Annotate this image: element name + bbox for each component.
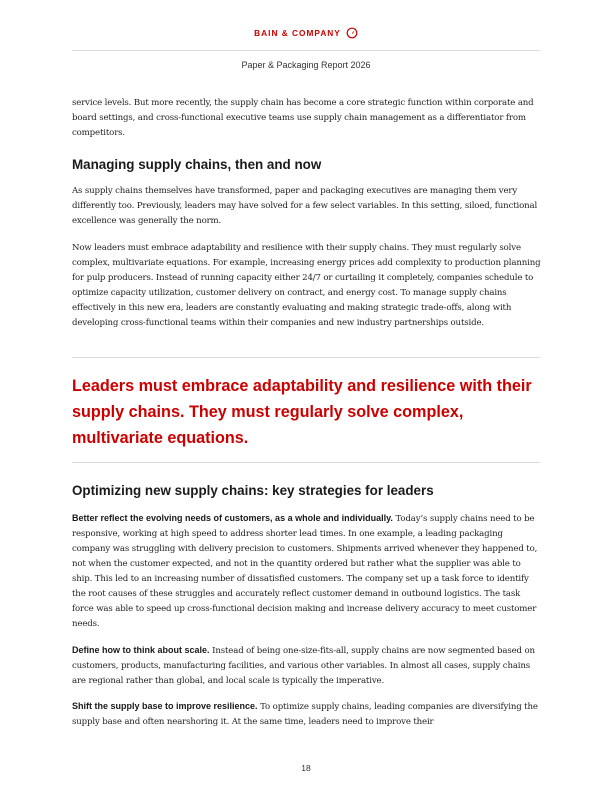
intro-paragraph: service levels. But more recently, the supply chain has become a core strategic function within corporate and board settings, and cross-functional executive teams use supply chain management as a differentiator from competitors. bbox=[72, 98, 534, 138]
pull-quote: Leaders must embrace adaptability and resilience with their supply chains. They must regularly solve complex, multivariate equations. bbox=[72, 377, 532, 447]
strategy-paragraph-scale bbox=[72, 643, 542, 689]
strategy-lead-supply-base: Shift the supply base to improve resilience. bbox=[72, 701, 258, 711]
strategy-text-customers: Today’s supply chains need to be responsive, working at high speed to address shorter lead times. In one example, a leading packaging company was struggling with delivery precision to customers. Shipments arrived whenever they happened to, not when the customer expected, and not in the quantity ordered but rather what the supplier was able to ship. This led to an increasing number of dissatisfied customers. The company set up a task force to identify the root causes of these struggles and accurately reflect customer demand in outbound logistics. The task force was able to speed up cross-functional decision making and increase delivery accuracy to meet customer needs. bbox=[72, 514, 538, 629]
brand-wordmark: BAIN & COMPANY bbox=[254, 28, 341, 38]
section-heading-optimizing: Optimizing new supply chains: key strategies for leaders bbox=[72, 483, 434, 498]
compass-logo-icon bbox=[346, 27, 358, 39]
section1-paragraph-2: Now leaders must embrace adaptability and resilience with their supply chains. They must regularly solve complex, multivariate equations. For example, increasing energy prices add complexity to production planning for pulp producers. Instead of running capacity either 24/7 or curtailing it completely, companies schedule to optimize capacity utilization, customer delivery on contract, and energy cost. To manage supply chains effectively in this new era, leaders are constantly evaluating and making strategic trade-offs, along with developing cross-functional teams within their companies and new industry partnerships outside. bbox=[72, 243, 541, 328]
strategy-lead-scale: Define how to think about scale. bbox=[72, 645, 210, 655]
pull-quote-bottom-divider bbox=[72, 462, 540, 463]
brand-logo bbox=[0, 27, 612, 39]
strategy-text-supply-base: To optimize supply chains, leading companies are diversifying the supply base and often nearshoring it. At the same time, leaders need to improve their bbox=[72, 702, 538, 727]
section1-paragraph-1: As supply chains themselves have transformed, paper and packaging executives are managing them very differently too. Previously, leaders may have solved for a few select variables. In this setting, siloed, functional excellence was generally the norm. bbox=[72, 186, 538, 226]
report-title: Paper & Packaging Report 2026 bbox=[241, 60, 371, 70]
strategy-text-scale: Instead of being one-size-fits-all, supply chains are now segmented based on customers, products, manufacturing facilities, and various other variables. In almost all cases, supply chains are regional rather than global, and local scale is typically the imperative. bbox=[72, 646, 535, 686]
section-heading-managing: Managing supply chains, then and now bbox=[72, 157, 322, 172]
strategy-lead-customers: Better reflect the evolving needs of customers, as a whole and individually. bbox=[72, 513, 393, 523]
header-divider bbox=[72, 50, 540, 51]
strategy-paragraph-customers bbox=[72, 511, 542, 632]
strategy-paragraph-supply-base bbox=[72, 699, 542, 730]
page-number: 18 bbox=[301, 763, 311, 773]
pull-quote-top-divider bbox=[72, 357, 540, 358]
